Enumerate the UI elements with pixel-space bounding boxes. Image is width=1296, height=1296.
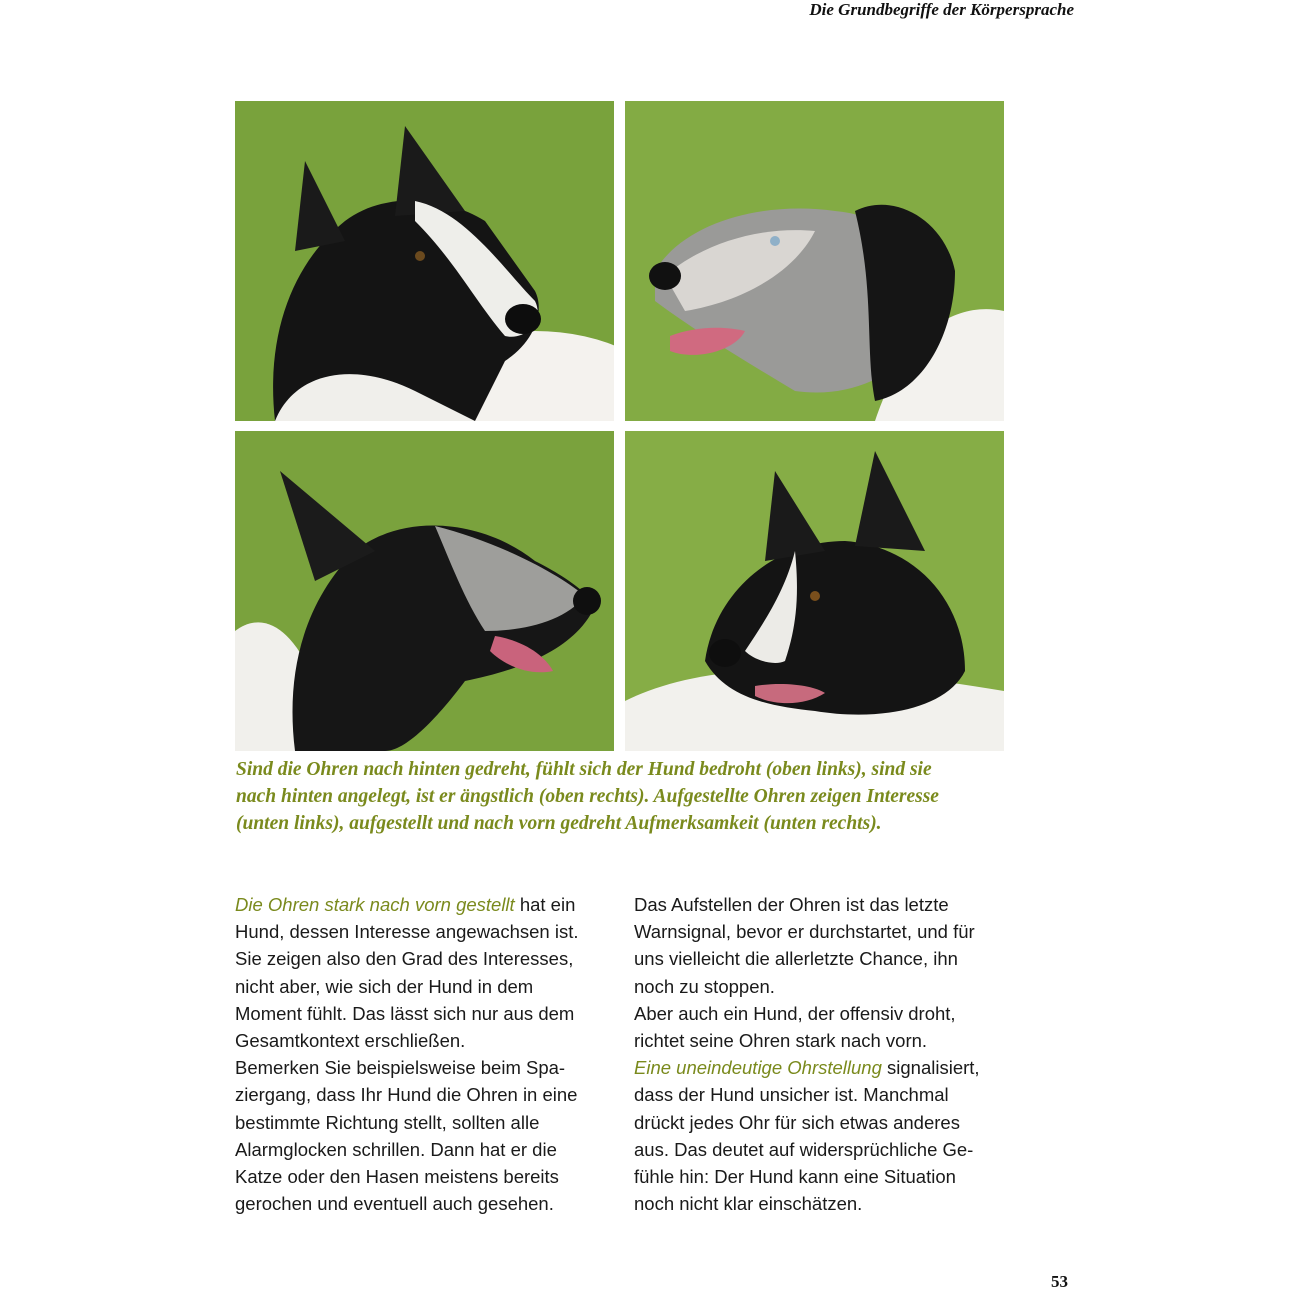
text-line: richtet seine Ohren stark nach vorn.	[634, 1030, 928, 1052]
text-line: ziergang, dass Ihr Hund die Ohren in eine	[235, 1084, 578, 1106]
text-line: aus. Das deutet auf widersprüchliche Ge-	[634, 1138, 974, 1160]
text-line: Das Aufstellen der Ohren ist das letzte	[634, 894, 949, 915]
text-line: Alarmglocken schrillen. Dann hat er die	[235, 1138, 557, 1160]
highlight-phrase: Eine uneindeutige Ohrstellung	[634, 1057, 882, 1079]
text-line: Sie zeigen also den Grad des Interesses,	[235, 948, 574, 970]
text-line: fühle hin: Der Hund kann eine Situation	[634, 1166, 956, 1188]
caption-line: (unten links), aufgestellt und nach vorn gedreht Aufmerksamkeit (unten rechts).	[236, 813, 882, 834]
text-line: Bemerken Sie beispielsweise beim Spa-	[235, 1057, 566, 1079]
text-line: Gesamtkontext erschließen.	[235, 1030, 466, 1052]
text-fragment: signalisiert,	[881, 1057, 980, 1079]
text-fragment: hat ein	[514, 894, 576, 915]
text-line: Hund, dessen Interesse angewachsen ist.	[235, 921, 579, 943]
text-line	[634, 1054, 1019, 1081]
text-line: Katze oder den Hasen meistens bereits	[235, 1166, 559, 1188]
text-line	[235, 891, 620, 918]
highlight-phrase: Die Ohren stark nach vorn gestellt	[235, 894, 515, 915]
text-line: dass der Hund unsicher ist. Manchmal	[634, 1084, 949, 1106]
text-line: nicht aber, wie sich der Hund in dem	[235, 975, 534, 997]
text-line: drückt jedes Ohr für sich etwas anderes	[634, 1111, 960, 1133]
text-line: gerochen und eventuell auch gesehen.	[235, 1193, 554, 1215]
text-line: Moment fühlt. Das lässt sich nur aus dem	[235, 1002, 575, 1024]
text-line: Aber auch ein Hund, der offensiv droht,	[634, 1002, 956, 1024]
running-header: Die Grundbegriffe der Körpersprache	[809, 0, 1074, 19]
text-line: bestimmte Richtung stellt, sollten alle	[235, 1111, 540, 1133]
photo-dog-ears-laid-back	[625, 101, 1004, 421]
body-column-left	[235, 891, 620, 1217]
figure-caption	[236, 756, 1006, 837]
text-line: noch zu stoppen.	[634, 975, 775, 997]
photo-dog-ears-forward-attentive	[625, 431, 1004, 751]
photo-dog-ears-turned-back	[235, 101, 614, 421]
text-line: Warnsignal, bevor er durchstartet, und für	[634, 921, 975, 943]
text-line: uns vielleicht die allerletzte Chance, ihn	[634, 948, 958, 970]
body-column-right	[634, 891, 1019, 1217]
page-number: 53	[1051, 1272, 1068, 1291]
text-line: noch nicht klar einschätzen.	[634, 1193, 863, 1215]
caption-line: nach hinten angelegt, ist er ängstlich (oben rechts). Aufgestellte Ohren zeigen Interesse	[236, 786, 939, 807]
photo-dog-ears-erect	[235, 431, 614, 751]
caption-line: Sind die Ohren nach hinten gedreht, fühlt sich der Hund bedroht (oben links), sind sie	[236, 759, 932, 780]
